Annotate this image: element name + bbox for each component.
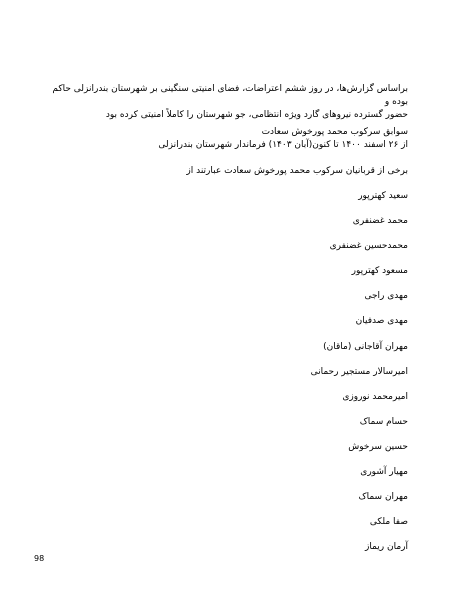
list-item: حسین سرخوش xyxy=(348,441,408,452)
list-item: امیرسالار مستجیر رحمانی xyxy=(310,366,408,377)
list-item: مهران سماک xyxy=(358,492,408,503)
victims-list xyxy=(311,190,408,566)
list-item: محمد غضنفری xyxy=(352,216,408,227)
intro-paragraph xyxy=(48,83,408,122)
intro-line-1: براساس گزارش‌ها، در روز ششم اعتراضات، فضای امنیتی سنگینی بر شهرستان بندرانزلی حاکم بوده و xyxy=(52,84,408,107)
list-item: امیرمحمد نوروزی xyxy=(342,391,408,402)
list-item: سعید کهترپور xyxy=(358,191,408,201)
record-heading: سوابق سرکوب محمد پورخوش سعادت xyxy=(261,127,408,137)
list-item: مسعود کهترپور xyxy=(351,266,408,277)
list-item: مهدی راجی xyxy=(364,291,408,302)
record-tenure: از ۲۶ اسفند ۱۴۰۰ تا کنون(آبان ۱۴۰۳) فرماندار شهرستان بندرانزلی xyxy=(158,140,408,150)
record-paragraph xyxy=(48,126,408,152)
list-item: حسام سماک xyxy=(359,416,408,427)
page-number: 98 xyxy=(34,554,45,563)
intro-line-2: حضور گسترده نیروهای گارد ویژه انتظامی، جو شهرستان را کاملاً امنیتی کرده بود xyxy=(105,110,408,120)
victims-intro: برخی از قربانیان سرکوب محمد پورخوش سعادت عبارتند از xyxy=(186,166,408,176)
list-item: آرمان ریماز xyxy=(364,542,408,553)
list-item: مهیار آشوری xyxy=(360,467,408,478)
list-item: مهدی صدفیان xyxy=(355,316,408,327)
list-item: صفا ملکی xyxy=(369,517,408,528)
list-item: مهران آقاجانی (ماقان) xyxy=(323,341,408,352)
list-item: محمدحسین غضنفری xyxy=(329,241,408,252)
